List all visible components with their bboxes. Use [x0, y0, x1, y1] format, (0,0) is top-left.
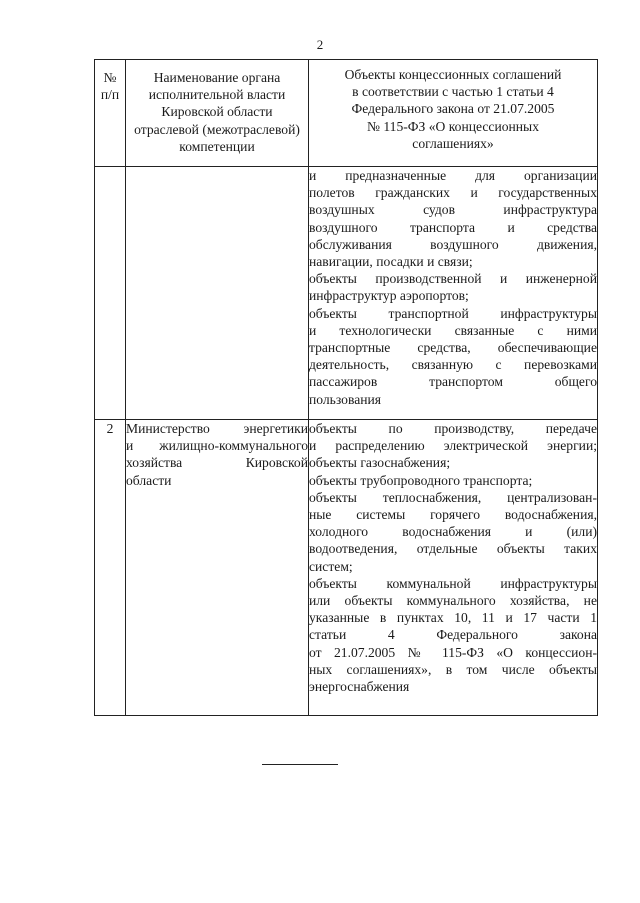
- object-line: обслуживания воздушного движения,: [309, 236, 597, 252]
- object-line: и предназначенные для организации: [309, 168, 597, 183]
- object-line: объекты производственной и инженерной: [309, 271, 597, 287]
- header-organ-line: Наименование органа: [153, 70, 281, 85]
- object-line: объекты трубопроводного транспорта;: [309, 472, 533, 488]
- object-line: объекты коммунальной инфраструктуры: [309, 575, 597, 591]
- organ-cell: [126, 167, 309, 420]
- header-organ-line: компетенции: [179, 138, 255, 154]
- organ-line: и жилищно-коммунального: [126, 438, 308, 454]
- header-objects-line: Федерального закона от 21.07.2005: [351, 101, 555, 117]
- object-line: и распределению электрической энергии;: [309, 438, 597, 454]
- header-num-line: п/п: [100, 87, 120, 103]
- object-line: ных соглашениях», в том числе объекты: [309, 661, 597, 677]
- concession-table: [94, 59, 598, 716]
- object-line: деятельность, связанную с перевозками: [309, 357, 597, 373]
- organ-cell: [126, 420, 309, 716]
- object-line: статьи 4 Федерального закона: [309, 627, 597, 643]
- objects-cell: [309, 420, 598, 716]
- object-line: систем;: [309, 558, 353, 574]
- header-objects-line: соглашениях»: [412, 135, 494, 151]
- object-line: объекты транспортной инфраструктуры: [309, 305, 597, 321]
- header-organ-line: отраслевой (межотраслевой): [134, 121, 300, 137]
- organ-line: хозяйства Кировской: [126, 455, 308, 471]
- header-objects-line: в соответствии с частью 1 статьи 4: [352, 84, 554, 100]
- object-line: воздушных судов инфраструктура: [309, 202, 597, 218]
- header-num-cell: [95, 60, 126, 167]
- table-row: [95, 167, 598, 420]
- header-objects-line: № 115-ФЗ «О концессионных: [367, 118, 539, 134]
- object-line: воздушного транспорта и средства: [309, 219, 597, 235]
- organ-line: Министерство энергетики: [126, 421, 308, 436]
- object-line: ные системы горячего водоснабжения,: [309, 507, 597, 523]
- table-header-row: [95, 60, 598, 167]
- object-line: холодного водоснабжения и (или): [309, 524, 597, 540]
- header-organ-line: Кировской области: [161, 104, 273, 120]
- header-num-line: №: [103, 70, 117, 85]
- header-organ-cell: [126, 60, 309, 167]
- object-line: водоотведения, отдельные объекты таких: [309, 541, 597, 557]
- object-line: объекты по производству, передаче: [309, 421, 597, 436]
- objects-cell: [309, 167, 598, 420]
- object-line: или объекты коммунального хозяйства, не: [309, 593, 597, 609]
- header-organ-line: исполнительной власти: [148, 87, 286, 103]
- header-objects-cell: [309, 60, 598, 167]
- page-number: 2: [316, 37, 324, 52]
- object-line: и технологически связанные с ними: [309, 322, 597, 338]
- object-line: энергоснабжения: [309, 679, 410, 695]
- object-line: от 21.07.2005 № 115-ФЗ «О концессион-: [309, 644, 597, 660]
- organ-line: области: [126, 472, 172, 488]
- row-number-cell: [95, 167, 126, 420]
- object-line: полетов гражданских и государственных: [309, 185, 597, 201]
- header-objects-line: Объекты концессионных соглашений: [344, 67, 562, 82]
- object-line: транспортные средства, обеспечивающие: [309, 340, 597, 356]
- object-line: пассажиров транспортом общего: [309, 374, 597, 390]
- object-line: пользования: [309, 391, 382, 407]
- object-line: инфраструктур аэропортов;: [309, 288, 469, 304]
- object-line: объекты газоснабжения;: [309, 455, 451, 471]
- object-line: объекты теплоснабжения, централизован-: [309, 489, 597, 505]
- object-line: навигации, посадки и связи;: [309, 254, 473, 270]
- row-number-cell: 2: [95, 420, 126, 716]
- object-line: указанные в пунктах 10, 11 и 17 части 1: [309, 610, 597, 626]
- table-row: [95, 420, 598, 716]
- footer-separator-line: [262, 764, 338, 765]
